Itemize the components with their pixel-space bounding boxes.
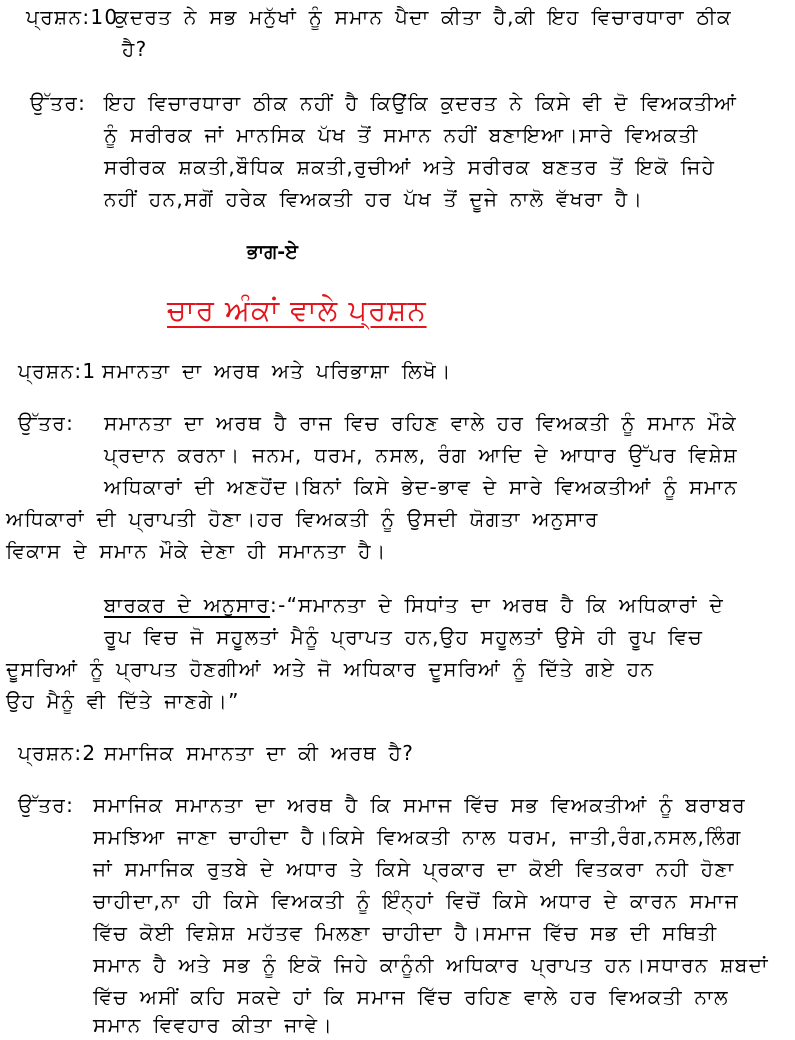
q2-answer-line-3: ਜਾਂ ਸਮਾਜਿਕ ਰੁਤਬੇ ਦੇ ਅਧਾਰ ਤੇ ਕਿਸੇ ਪ੍ਰਕਾਰ ਦਾ ਕੋਈ ਵਿਤਕਰਾ ਨਹੀ ਹੋਣਾ [93,857,735,881]
q1-answer-line-5: ਵਿਕਾਸ ਦੇ ਸਮਾਨ ਮੌਕੇ ਦੇਣਾ ਹੀ ਸਮਾਨਤਾ ਹੈ। [6,539,387,563]
q10-label: ਪ੍ਰਸ਼ਨ:10 [26,5,119,29]
q1-answer-line-2: ਪ੍ਰਦਾਨ ਕਰਨਾ। ਜਨਮ, ਧਰਮ, ਨਸਲ, ਰੰਗ ਆਦਿ ਦੇ ਆਧਾਰ ਉੱਪਰ ਵਿਸ਼ੇਸ਼ [104,443,738,467]
q1-barker-quote-line-4: ਉਹ ਮੈਨੂੰ ਵੀ ਦਿੱਤੇ ਜਾਣਗੇ।” [6,689,240,713]
q2-answer-line-5: ਵਿੱਚ ਕੋਈ ਵਿਸ਼ੇਸ਼ ਮਹੱਤਵ ਮਿਲਣਾ ਚਾਹੀਦਾ ਹੈ।ਸਮਾਜ ਵਿੱਚ ਸਭ ਦੀ ਸਥਿਤੀ [93,921,718,945]
q10-question-line-2: ਹੈ? [122,37,148,61]
q1-answer-label: ਉੱਤਰ: [18,411,75,435]
q2-answer-line-1: ਸਮਾਜਿਕ ਸਮਾਨਤਾ ਦਾ ਅਰਥ ਹੈ ਕਿ ਸਮਾਜ ਵਿੱਚ ਸਭ ਵਿਅਕਤੀਆਂ ਨੂੰ ਬਰਾਬਰ [93,793,746,817]
q1-answer-line-1: ਸਮਾਨਤਾ ਦਾ ਅਰਥ ਹੈ ਰਾਜ ਵਿਚ ਰਹਿਣ ਵਾਲੇ ਹਰ ਵਿਅਕਤੀ ਨੂੰ ਸਮਾਨ ਮੌਕੇ [104,411,737,435]
barker-quote-start: :-“ਸਮਾਨਤਾ ਦੇ ਸਿਧਾਂਤ ਦਾ ਅਰਥ ਹੈ ਕਿ ਅਧਿਕਾਰਾਂ ਦੇ [270,593,725,617]
q2-answer-line-8: ਸਮਾਨ ਵਿਵਹਾਰ ਕੀਤਾ ਜਾਵੇ। [93,1013,334,1037]
q2-label: ਪ੍ਰਸ਼ਨ:2 [18,741,97,765]
q1-answer-line-4: ਅਧਿਕਾਰਾਂ ਦੀ ਪ੍ਰਾਪਤੀ ਹੋਣਾ।ਹਰ ਵਿਅਕਤੀ ਨੂੰ ਉਸਦੀ ਯੋਗਤਾ ਅਨੁਸਾਰ [6,507,599,531]
q10-answer-label: ਉੱਤਰ: [30,91,87,115]
q10-answer-line-2: ਨੂੰ ਸਰੀਰਕ ਜਾਂ ਮਾਨਸਿਕ ਪੱਖ ਤੋਂ ਸਮਾਨ ਨਹੀਂ ਬਣਾਇਆ।ਸਾਰੇ ਵਿਅਕਤੀ [104,123,699,147]
q2-answer-label: ਉੱਤਰ: [18,793,75,817]
q10-answer-line-3: ਸਰੀਰਕ ਸ਼ਕਤੀ,ਬੌਧਿਕ ਸ਼ਕਤੀ,ਰੁਚੀਆਂ ਅਤੇ ਸਰੀਰਕ ਬਣਤਰ ਤੋਂ ਇਕੋ ਜਿਹੇ [104,155,716,179]
section-title: ਚਾਰ ਅੰਕਾਂ ਵਾਲੇ ਪ੍ਰਸ਼ਨ [167,293,427,327]
q10-answer-line-4: ਨਹੀਂ ਹਨ,ਸਗੋਂ ਹਰੇਕ ਵਿਅਕਤੀ ਹਰ ਪੱਖ ਤੋਂ ਦੂਜੇ ਨਾਲੋ ਵੱਖਰਾ ਹੈ। [104,187,644,211]
q1-barker-quote-line-3: ਦੂਸਰਿਆਂ ਨੂੰ ਪ੍ਰਾਪਤ ਹੋਣਗੀਆਂ ਅਤੇ ਜੋ ਅਧਿਕਾਰ ਦੂਸਰਿਆਂ ਨੂੰ ਦਿੱਤੇ ਗਏ ਹਨ [6,657,655,681]
section-part-label: ਭਾਗ-ਏ [247,241,298,263]
barker-label: ਬਾਰਕਰ ਦੇ ਅਨੁਸਾਰ [104,593,271,617]
q1-barker-quote-line-1 [104,592,724,618]
q10-question-line-1: ਕੁਦਰਤ ਨੇ ਸਭ ਮਨੁੱਖਾਂ ਨੂੰ ਸਮਾਨ ਪੈਦਾ ਕੀਤਾ ਹੈ,ਕੀ ਇਹ ਵਿਚਾਰਧਾਰਾ ਠੀਕ [115,5,732,29]
q1-label: ਪ੍ਰਸ਼ਨ:1 [18,359,97,383]
q1-question-text: ਸਮਾਨਤਾ ਦਾ ਅਰਥ ਅਤੇ ਪਰਿਭਾਸ਼ਾ ਲਿਖੋ। [102,359,452,383]
q1-answer-line-3: ਅਧਿਕਾਰਾਂ ਦੀ ਅਣਹੋਂਦ।ਬਿਨਾਂ ਕਿਸੇ ਭੇਦ-ਭਾਵ ਦੇ ਸਾਰੇ ਵਿਅਕਤੀਆਂ ਨੂੰ ਸਮਾਨ [104,475,738,499]
q2-answer-line-6: ਸਮਾਨ ਹੈ ਅਤੇ ਸਭ ਨੂੰ ਇਕੋ ਜਿਹੇ ਕਾਨੂੰਨੀ ਅਧਿਕਾਰ ਪ੍ਰਾਪਤ ਹਨ।ਸਧਾਰਨ ਸ਼ਬਦਾਂ [93,953,769,977]
q1-barker-quote-line-2: ਰੂਪ ਵਿਚ ਜੋ ਸਹੂਲਤਾਂ ਮੈਨੂੰ ਪ੍ਰਾਪਤ ਹਨ,ਉਹ ਸਹੂਲਤਾਂ ਉਸੇ ਹੀ ਰੂਪ ਵਿਚ [104,625,704,649]
q10-answer-line-1: ਇਹ ਵਿਚਾਰਧਾਰਾ ਠੀਕ ਨਹੀਂ ਹੈ ਕਿਉਂਕਿ ਕੁਦਰਤ ਨੇ ਕਿਸੇ ਵੀ ਦੋ ਵਿਅਕਤੀਆਂ [104,91,738,115]
q2-answer-line-2: ਸਮਝਿਆ ਜਾਣਾ ਚਾਹੀਦਾ ਹੈ।ਕਿਸੇ ਵਿਅਕਤੀ ਨਾਲ ਧਰਮ, ਜਾਤੀ,ਰੰਗ,ਨਸਲ,ਲਿੰਗ [93,825,742,849]
q2-question-text: ਸਮਾਜਿਕ ਸਮਾਨਤਾ ਦਾ ਕੀ ਅਰਥ ਹੈ? [104,741,415,765]
q2-answer-line-7: ਵਿੱਚ ਅਸੀਂ ਕਹਿ ਸਕਦੇ ਹਾਂ ਕਿ ਸਮਾਜ ਵਿੱਚ ਰਹਿਣ ਵਾਲੇ ਹਰ ਵਿਅਕਤੀ ਨਾਲ [93,985,729,1009]
q2-answer-line-4: ਚਾਹੀਦਾ,ਨਾ ਹੀ ਕਿਸੇ ਵਿਅਕਤੀ ਨੂੰ ਇੰਨ੍ਹਾਂ ਵਿਚੋਂ ਕਿਸੇ ਅਧਾਰ ਦੇ ਕਾਰਨ ਸਮਾਜ [93,889,739,913]
